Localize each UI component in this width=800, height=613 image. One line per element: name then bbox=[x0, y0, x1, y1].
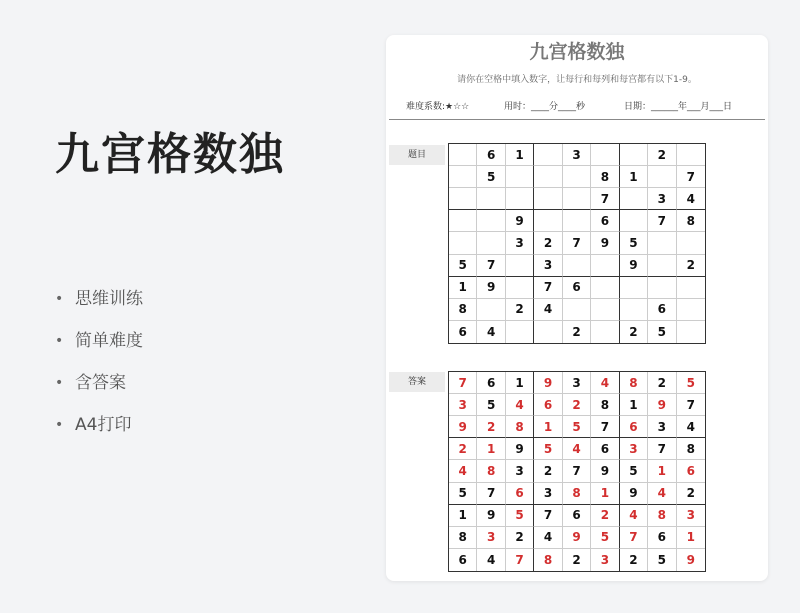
puzzle-cell: 9 bbox=[477, 277, 505, 299]
puzzle-cell bbox=[534, 210, 562, 232]
answer-cell: 1 bbox=[506, 372, 534, 394]
answer-cell: 4 bbox=[563, 438, 591, 460]
answer-cell: 3 bbox=[591, 549, 619, 571]
answer-cell: 7 bbox=[477, 483, 505, 505]
puzzle-cell: 5 bbox=[620, 232, 648, 254]
bullet-icon: • bbox=[55, 417, 64, 433]
answer-cell: 6 bbox=[534, 394, 562, 416]
answer-cell: 1 bbox=[477, 438, 505, 460]
puzzle-cell: 4 bbox=[677, 188, 705, 210]
feature-item bbox=[55, 328, 143, 370]
answer-cell: 9 bbox=[686, 552, 695, 567]
puzzle-cell: 7 bbox=[591, 188, 619, 210]
puzzle-cell bbox=[506, 255, 534, 277]
puzzle-cell bbox=[449, 232, 477, 254]
bullet-icon: • bbox=[55, 375, 64, 391]
answer-cell: 7 bbox=[648, 438, 676, 460]
puzzle-cell: 3 bbox=[506, 232, 534, 254]
puzzle-cell: 1 bbox=[620, 166, 648, 188]
answer-cell: 8 bbox=[477, 460, 505, 482]
puzzle-cell: 7 bbox=[677, 166, 705, 188]
puzzle-cell bbox=[563, 166, 591, 188]
answer-cell: 4 bbox=[477, 549, 505, 571]
sheet-title: 九宫格数独 bbox=[529, 41, 625, 63]
answer-cell: 3 bbox=[477, 527, 505, 549]
answer-cell: 6 bbox=[620, 416, 648, 438]
answer-cell: 8 bbox=[591, 394, 619, 416]
answer-cell: 5 bbox=[534, 438, 562, 460]
puzzle-cell bbox=[449, 144, 477, 166]
puzzle-cell bbox=[477, 188, 505, 210]
answer-cell: 1 bbox=[534, 416, 562, 438]
puzzle-cell bbox=[648, 255, 676, 277]
answer-cell: 7 bbox=[620, 527, 648, 549]
difficulty bbox=[406, 99, 469, 112]
answer-cell: 5 bbox=[591, 527, 619, 549]
answer-cell: 7 bbox=[677, 394, 705, 416]
answer-cell: 3 bbox=[534, 483, 562, 505]
answer-cell: 2 bbox=[620, 549, 648, 571]
puzzle-cell bbox=[677, 299, 705, 321]
answer-cell: 8 bbox=[534, 549, 562, 571]
puzzle-cell bbox=[534, 321, 562, 343]
answer-label: 答案 bbox=[389, 372, 445, 392]
answer-cell: 2 bbox=[506, 527, 534, 549]
puzzle-grid bbox=[448, 143, 706, 344]
answer-cell: 4 bbox=[648, 483, 676, 505]
answer-cell: 2 bbox=[563, 394, 591, 416]
answer-cell: 5 bbox=[563, 416, 591, 438]
answer-cell: 3 bbox=[620, 438, 648, 460]
answer-cell: 8 bbox=[563, 483, 591, 505]
answer-cell: 9 bbox=[534, 372, 562, 394]
answer-cell: 9 bbox=[648, 394, 676, 416]
answer-cell: 4 bbox=[506, 394, 534, 416]
puzzle-cell bbox=[563, 188, 591, 210]
cover-title: 九宫格数独 bbox=[55, 129, 285, 180]
answer-cell: 1 bbox=[449, 505, 477, 527]
answer-cell: 2 bbox=[648, 372, 676, 394]
puzzle-cell bbox=[477, 210, 505, 232]
answer-cell: 9 bbox=[620, 483, 648, 505]
puzzle-cell: 5 bbox=[449, 255, 477, 277]
answer-cell: 5 bbox=[648, 549, 676, 571]
bullet-icon: • bbox=[55, 333, 64, 349]
answer-cell: 4 bbox=[534, 527, 562, 549]
answer-cell: 4 bbox=[677, 416, 705, 438]
answer-grid bbox=[448, 371, 706, 572]
puzzle-cell bbox=[506, 188, 534, 210]
answer-cell: 9 bbox=[477, 505, 505, 527]
feature-list bbox=[55, 286, 143, 454]
puzzle-cell bbox=[648, 232, 676, 254]
puzzle-cell bbox=[591, 299, 619, 321]
puzzle-cell bbox=[477, 232, 505, 254]
puzzle-cell: 8 bbox=[449, 299, 477, 321]
feature-label: 简单难度 bbox=[75, 331, 143, 351]
answer-cell: 7 bbox=[506, 549, 534, 571]
answer-cell: 1 bbox=[591, 483, 619, 505]
puzzle-cell bbox=[648, 166, 676, 188]
answer-cell: 2 bbox=[534, 460, 562, 482]
puzzle-cell: 5 bbox=[477, 166, 505, 188]
puzzle-cell: 6 bbox=[449, 321, 477, 343]
answer-cell: 5 bbox=[449, 483, 477, 505]
puzzle-cell bbox=[591, 277, 619, 299]
answer-cell: 8 bbox=[449, 527, 477, 549]
puzzle-cell bbox=[677, 321, 705, 343]
answer-cell: 5 bbox=[677, 372, 705, 394]
answer-cell: 8 bbox=[620, 372, 648, 394]
answer-cell: 6 bbox=[648, 527, 676, 549]
answer-cell: 7 bbox=[534, 505, 562, 527]
answer-cell: 6 bbox=[506, 483, 534, 505]
answer-cell: 3 bbox=[563, 372, 591, 394]
answer-cell: 2 bbox=[477, 416, 505, 438]
answer-cell: 3 bbox=[449, 394, 477, 416]
puzzle-cell bbox=[506, 166, 534, 188]
puzzle-cell bbox=[648, 277, 676, 299]
puzzle-cell: 3 bbox=[534, 255, 562, 277]
puzzle-cell: 5 bbox=[648, 321, 676, 343]
difficulty-label: 难度系数: bbox=[406, 102, 446, 112]
answer-cell: 3 bbox=[648, 416, 676, 438]
answer-cell: 8 bbox=[677, 438, 705, 460]
answer-cell: 2 bbox=[449, 438, 477, 460]
divider bbox=[389, 119, 765, 120]
answer-cell: 1 bbox=[648, 460, 676, 482]
answer-cell: 7 bbox=[563, 460, 591, 482]
answer-cell: 2 bbox=[591, 505, 619, 527]
puzzle-cell bbox=[534, 188, 562, 210]
puzzle-cell: 1 bbox=[449, 277, 477, 299]
puzzle-cell: 8 bbox=[677, 210, 705, 232]
answer-cell: 9 bbox=[591, 460, 619, 482]
answer-cell: 9 bbox=[506, 438, 534, 460]
puzzle-cell bbox=[591, 144, 619, 166]
date-field: 日期：______年___月___日 bbox=[624, 102, 733, 112]
puzzle-cell bbox=[591, 321, 619, 343]
difficulty-stars: ★☆☆ bbox=[445, 102, 470, 112]
feature-label: 思维训练 bbox=[75, 289, 143, 309]
puzzle-label: 题目 bbox=[389, 145, 445, 165]
puzzle-cell bbox=[477, 299, 505, 321]
puzzle-cell bbox=[506, 321, 534, 343]
puzzle-cell: 2 bbox=[620, 321, 648, 343]
puzzle-cell bbox=[620, 144, 648, 166]
puzzle-cell bbox=[677, 277, 705, 299]
answer-cell: 6 bbox=[677, 460, 705, 482]
sheet-instruction: 请你在空格中填入数字，让每行和每列和每宫都有以下1-9。 bbox=[457, 75, 697, 85]
puzzle-cell: 6 bbox=[591, 210, 619, 232]
answer-cell: 3 bbox=[677, 505, 705, 527]
puzzle-cell bbox=[620, 277, 648, 299]
answer-cell: 1 bbox=[677, 527, 705, 549]
puzzle-cell: 2 bbox=[648, 144, 676, 166]
puzzle-cell: 7 bbox=[563, 232, 591, 254]
puzzle-cell bbox=[620, 188, 648, 210]
worksheet-preview bbox=[386, 35, 768, 581]
puzzle-cell bbox=[591, 255, 619, 277]
answer-cell: 6 bbox=[591, 438, 619, 460]
time-field: 用时：____分____秒 bbox=[504, 102, 586, 112]
puzzle-cell: 6 bbox=[477, 144, 505, 166]
puzzle-cell: 2 bbox=[506, 299, 534, 321]
answer-cell: 1 bbox=[620, 394, 648, 416]
feature-label: A4打印 bbox=[75, 415, 132, 435]
answer-cell: 4 bbox=[449, 460, 477, 482]
answer-cell: 9 bbox=[449, 416, 477, 438]
answer-cell: 7 bbox=[591, 416, 619, 438]
answer-cell: 5 bbox=[506, 505, 534, 527]
puzzle-cell: 7 bbox=[648, 210, 676, 232]
answer-cell: 5 bbox=[620, 460, 648, 482]
puzzle-cell: 7 bbox=[477, 255, 505, 277]
answer-cell: 5 bbox=[477, 394, 505, 416]
puzzle-cell: 4 bbox=[534, 299, 562, 321]
puzzle-cell bbox=[563, 299, 591, 321]
feature-label: 含答案 bbox=[75, 373, 126, 393]
puzzle-cell bbox=[506, 277, 534, 299]
puzzle-cell bbox=[620, 210, 648, 232]
puzzle-cell: 1 bbox=[506, 144, 534, 166]
puzzle-cell: 9 bbox=[506, 210, 534, 232]
answer-cell: 4 bbox=[620, 505, 648, 527]
answer-cell: 2 bbox=[563, 549, 591, 571]
puzzle-cell: 2 bbox=[563, 321, 591, 343]
puzzle-cell: 7 bbox=[534, 277, 562, 299]
puzzle-cell: 3 bbox=[648, 188, 676, 210]
bullet-icon: • bbox=[55, 291, 64, 307]
puzzle-cell: 2 bbox=[534, 232, 562, 254]
puzzle-cell bbox=[563, 210, 591, 232]
answer-cell: 6 bbox=[563, 505, 591, 527]
answer-cell: 4 bbox=[591, 372, 619, 394]
puzzle-cell: 6 bbox=[648, 299, 676, 321]
feature-item bbox=[55, 370, 143, 412]
answer-cell: 7 bbox=[449, 372, 477, 394]
puzzle-cell: 2 bbox=[677, 255, 705, 277]
puzzle-cell bbox=[677, 144, 705, 166]
feature-item bbox=[55, 412, 143, 454]
answer-cell: 6 bbox=[449, 549, 477, 571]
puzzle-cell bbox=[677, 232, 705, 254]
puzzle-cell bbox=[449, 188, 477, 210]
puzzle-cell: 9 bbox=[620, 255, 648, 277]
puzzle-cell: 6 bbox=[563, 277, 591, 299]
puzzle-cell: 4 bbox=[477, 321, 505, 343]
puzzle-cell bbox=[449, 210, 477, 232]
puzzle-cell bbox=[620, 299, 648, 321]
feature-item bbox=[55, 286, 143, 328]
answer-cell: 8 bbox=[506, 416, 534, 438]
answer-cell: 9 bbox=[563, 527, 591, 549]
puzzle-cell: 3 bbox=[563, 144, 591, 166]
puzzle-cell bbox=[534, 166, 562, 188]
puzzle-cell: 9 bbox=[591, 232, 619, 254]
puzzle-cell bbox=[449, 166, 477, 188]
answer-cell: 6 bbox=[477, 372, 505, 394]
answer-cell: 8 bbox=[648, 505, 676, 527]
answer-cell: 2 bbox=[677, 483, 705, 505]
puzzle-cell bbox=[563, 255, 591, 277]
puzzle-cell bbox=[534, 144, 562, 166]
puzzle-cell: 8 bbox=[591, 166, 619, 188]
answer-cell: 3 bbox=[506, 460, 534, 482]
